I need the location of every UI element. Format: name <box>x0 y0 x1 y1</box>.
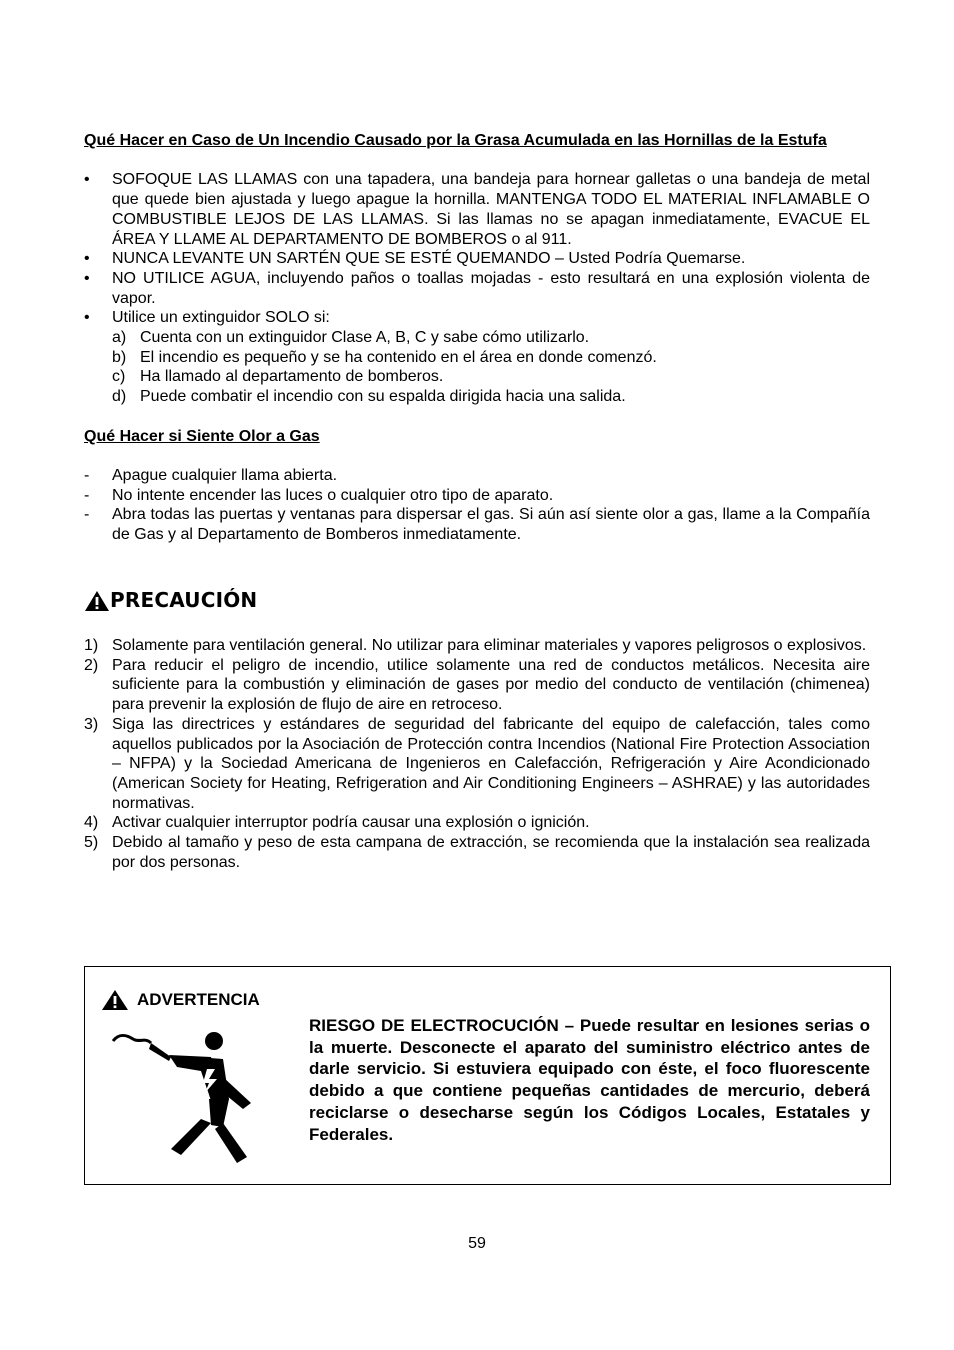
bullet: • <box>84 171 90 189</box>
bullet: • <box>84 269 90 287</box>
bullet: • <box>84 309 90 327</box>
list-item: 1) Solamente para ventilación general. No utilizar para eliminar materiales y vapores peligrosos o explosivos. <box>84 637 867 654</box>
warning-triangle-icon <box>84 590 110 612</box>
sub-list-item: a) Cuenta con un extinguidor Clase A, B, C y sabe cómo utilizarlo. <box>112 329 590 347</box>
warning-box <box>84 966 891 1185</box>
grease-fire-heading: Qué Hacer en Caso de Un Incendio Causado por la Grasa Acumulada en las Hornillas de la Estufa <box>84 132 827 149</box>
list-item: • NUNCA LEVANTE UN SARTÉN QUE SE ESTÉ QUEMANDO – Usted Podría Quemarse. <box>84 250 746 268</box>
list-item: 2) Para reducir el peligro de incendio, utilice solamente una red de conductos metálicos. Necesita aire suficiente para la combustión y eliminación de gases por medio del conducto de ventilación (chimenea) para prevenir la explosión de flujo de aire en retroceso. <box>84 656 870 714</box>
electric-shock-icon <box>111 1027 261 1167</box>
list-item: - Abra todas las puertas y ventanas para dispersar el gas. Si aún así siente olor a gas, llame a la Compañía de Gas y al Departamento de Bomberos inmediatamente. <box>84 506 870 544</box>
page-number: 59 <box>468 1235 486 1252</box>
warning-text: RIESGO DE ELECTROCUCIÓN – Puede resultar en lesiones serias o la muerte. Desconecte el aparato del suministro eléctrico antes de darle servicio. Si estuviera equipado con éste, el foco fluorescente debido a que contiene pequeñas cantidades de mercurio, deberá reciclarse o desecharse según los Códigos Locales, Estatales y Federales. <box>309 1016 870 1144</box>
sub-list-item: d) Puede combatir el incendio con su espalda dirigida hacia una salida. <box>112 388 626 406</box>
gas-smell-list <box>84 466 870 545</box>
bullet: • <box>84 250 90 268</box>
sub-list-item: b) El incendio es pequeño y se ha contenido en el área en donde comenzó. <box>112 348 657 366</box>
list-item: 5) Debido al tamaño y peso de esta campana de extracción, se recomienda que la instalación sea realizada por dos personas. <box>84 834 870 871</box>
list-item: - No intente encender las luces o cualquier otro tipo de aparato. <box>84 486 554 504</box>
list-item: • NO UTILICE AGUA, incluyendo paños o toallas mojadas - esto resultará en una explosión violenta de vapor. <box>84 269 870 307</box>
sub-list-item: c) Ha llamado al departamento de bomberos. <box>112 368 444 386</box>
grease-fire-list <box>84 170 870 406</box>
list-item: 4) Activar cualquier interruptor podría causar una explosión o ignición. <box>84 814 590 832</box>
caution-heading <box>84 586 257 616</box>
warning-triangle-icon <box>101 989 129 1011</box>
page-content <box>84 131 870 545</box>
gas-smell-heading: Qué Hacer si Siente Olor a Gas <box>84 427 320 445</box>
caution-list <box>84 636 870 872</box>
list-item: 3) Siga las directrices y estándares de seguridad del fabricante del equipo de calefacción, tales como aquellos publicados por la Asociación de Protección contra Incendios (National Fire Protection Association – NFPA) y la Sociedad Americana de Ingenieros en Calefacción, Refrigeración y Aire Acondicionado (American Society for Heating, Refrigeration and Air Conditioning Engineers – ASHRAE) y las autoridades normativas. <box>84 715 870 812</box>
caution-title: PRECAUCIÓN <box>110 588 258 613</box>
list-item: - Apague cualquier llama abierta. <box>84 466 338 484</box>
list-item: • SOFOQUE LAS LLAMAS con una tapadera, una bandeja para hornear galletas o una bandeja de metal que quede bien ajustada y luego apague la hornilla. MANTENGA TODO EL MATERIAL INFLAMABLE O COMBUSTIBLE LEJOS DE LAS LLAMAS. Si las llamas no se apagan inmediatamente, EVACUE EL ÁREA Y LLAME AL DEPARTAMENTO DE BOMBEROS o al 911. <box>84 171 870 248</box>
list-item: • Utilice un extinguidor SOLO si: <box>84 309 330 327</box>
warning-label: ADVERTENCIA <box>101 989 260 1011</box>
